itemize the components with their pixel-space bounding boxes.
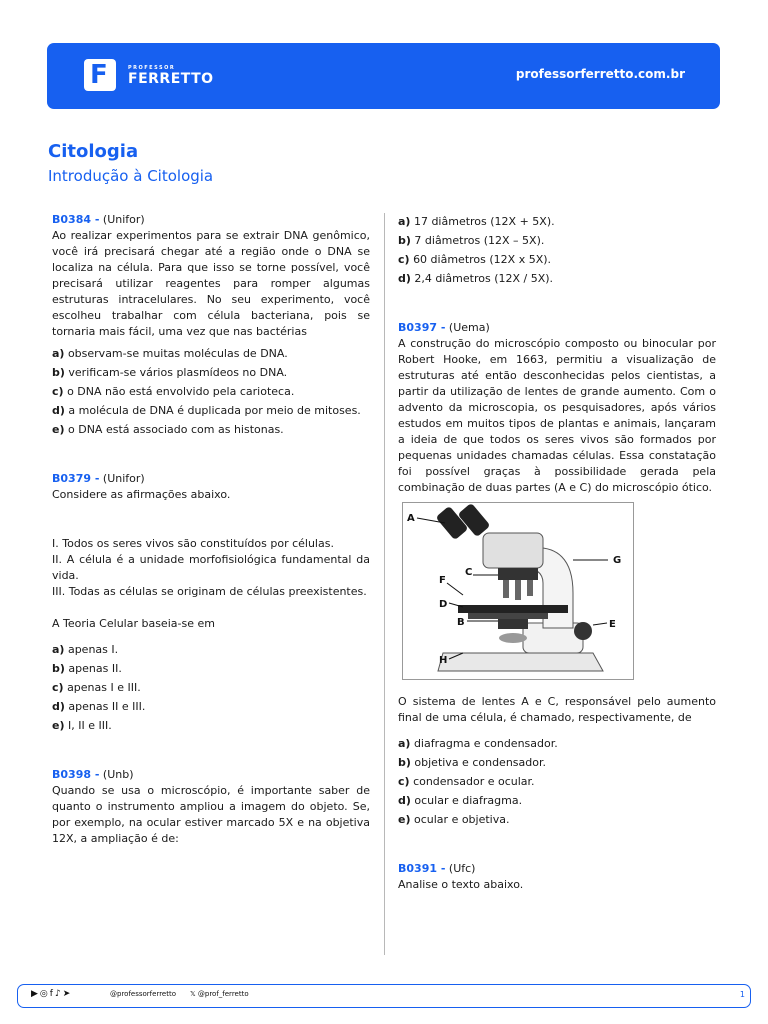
page-title: Citologia — [48, 141, 139, 162]
option-c[interactable]: c) condensador e ocular. — [398, 775, 535, 788]
left-column — [52, 212, 370, 847]
option-a[interactable]: a) observam-se muitas moléculas de DNA. — [52, 347, 288, 360]
page-number: 1 — [739, 990, 745, 999]
microscope-figure — [402, 502, 634, 680]
tiktok-icon[interactable]: ♪ — [54, 989, 63, 999]
question-code: B0391 - — [398, 862, 446, 875]
option-b[interactable]: b) 7 diâmetros (12X – 5X). — [398, 234, 545, 247]
figure-label-h: H — [439, 655, 448, 666]
option-a[interactable]: a) apenas I. — [52, 643, 119, 656]
question-b0391 — [398, 861, 716, 893]
question-source: (Unifor) — [102, 213, 145, 226]
figure-label-e: E — [609, 619, 616, 630]
option-c[interactable]: c) apenas I e III. — [52, 681, 141, 694]
question-text: Analise o texto abaixo. — [398, 878, 524, 891]
option-a[interactable]: a) diafragma e condensador. — [398, 737, 558, 750]
column-divider — [384, 213, 385, 955]
option-e[interactable]: e) ocular e objetiva. — [398, 813, 510, 826]
option-d[interactable]: d) 2,4 diâmetros (12X / 5X). — [398, 272, 554, 285]
facebook-icon[interactable]: f — [49, 989, 55, 999]
figure-label-g: G — [613, 555, 622, 566]
option-b[interactable]: b) apenas II. — [52, 662, 122, 675]
question-b0398 — [52, 767, 370, 847]
figure-label-f: F — [439, 575, 446, 586]
right-column — [398, 214, 716, 893]
option-c[interactable]: c) o DNA não está envolvido pela carioteca. — [52, 385, 295, 398]
question-b0398-options — [398, 214, 716, 287]
question-prompt: O sistema de lentes A e C, responsável pelo aumento final de uma célula, é chamado, respectivamente, de — [398, 695, 716, 724]
website-link[interactable]: professorferretto.com.br — [515, 67, 685, 81]
option-d[interactable]: d) a molécula de DNA é duplicada por meio de mitoses. — [52, 404, 361, 417]
question-source: (Unb) — [102, 768, 134, 781]
figure-label-b: B — [457, 617, 465, 628]
statement-1: I. Todos os seres vivos são constituídos por células. — [52, 537, 334, 550]
figure-label-c: C — [465, 567, 473, 578]
option-c[interactable]: c) 60 diâmetros (12X x 5X). — [398, 253, 552, 266]
option-e[interactable]: e) I, II e III. — [52, 719, 112, 732]
logo-icon: F — [84, 59, 116, 91]
question-source: (Ufc) — [448, 862, 476, 875]
question-b0397 — [398, 320, 716, 828]
microscope-illustration — [403, 503, 633, 679]
option-b[interactable]: b) verificam-se vários plasmídeos no DNA. — [52, 366, 288, 379]
option-d[interactable]: d) ocular e diafragma. — [398, 794, 523, 807]
question-b0379 — [52, 471, 370, 734]
option-d[interactable]: d) apenas II e III. — [52, 700, 146, 713]
logo-professor-text: PROFESSOR — [128, 65, 176, 71]
option-a[interactable]: a) 17 diâmetros (12X + 5X). — [398, 215, 555, 228]
question-code: B0384 - — [52, 213, 100, 226]
question-source: (Unifor) — [102, 472, 145, 485]
question-code: B0379 - — [52, 472, 100, 485]
youtube-icon[interactable]: ▶ — [31, 989, 40, 999]
question-prompt: A Teoria Celular baseia-se em — [52, 617, 215, 630]
header-banner — [47, 43, 720, 109]
figure-label-d: D — [439, 599, 448, 610]
instagram-icon[interactable]: ◎ — [39, 989, 50, 999]
question-intro: Considere as afirmações abaixo. — [52, 488, 231, 501]
question-source: (Uema) — [448, 321, 490, 334]
option-e[interactable]: e) o DNA está associado com as histonas. — [52, 423, 284, 436]
page-subtitle: Introdução à Citologia — [48, 167, 214, 185]
footer-bar — [17, 984, 751, 1008]
question-code: B0398 - — [52, 768, 100, 781]
x-handle[interactable]: 𝕏 @prof_ferretto — [190, 990, 249, 998]
statement-3: III. Todas as células se originam de células preexistentes. — [52, 585, 367, 598]
option-b[interactable]: b) objetiva e condensador. — [398, 756, 546, 769]
social-icons — [31, 989, 72, 999]
question-b0384 — [52, 212, 370, 438]
logo-name: FERRETTO — [128, 71, 214, 87]
social-handle[interactable]: @professorferretto — [110, 990, 177, 998]
question-code: B0397 - — [398, 321, 446, 334]
x-icon: 𝕏 — [190, 990, 198, 998]
question-text: Quando se usa o microscópio, é importante saber de quanto o instrumento ampliou a imagem do objeto. Se, por exemplo, na ocular estiver marcado 5X e na objetiva 12X, a ampliação é de: — [52, 784, 370, 845]
telegram-icon[interactable]: ➤ — [62, 989, 73, 999]
figure-label-a: A — [407, 513, 415, 524]
statement-2: II. A célula é a unidade morfofisiológica fundamental da vida. — [52, 553, 370, 582]
question-text: Ao realizar experimentos para se extrair DNA genômico, você irá precisará chegar até a região onde o DNA se localiza na célula. Para que isso se torne possível, você precisará utilizar reagentes para romper algumas estruturas intracelulares. No seu experimento, você escolheu trabalhar com célula bacteriana, pois se tornaria mais fácil, uma vez que nas bactérias — [52, 229, 370, 338]
question-text: A construção do microscópio composto ou binocular por Robert Hooke, em 1663, permitiu a visualização de estruturas até então desconhecidas pelos cientistas, a partir da utilização de lentes de grande aumento. Com o advento da microscopia, os pesquisadores, após vários estudos em muitos tipos de plantas e animais, lançaram a ideia de que todos os seres vivos são formados por pequenas unidades chamadas células. Essa constatação foi possível graças à possibilidade gerada pela combinação de duas partes (A e C) do microscópio ótico. — [398, 337, 716, 494]
